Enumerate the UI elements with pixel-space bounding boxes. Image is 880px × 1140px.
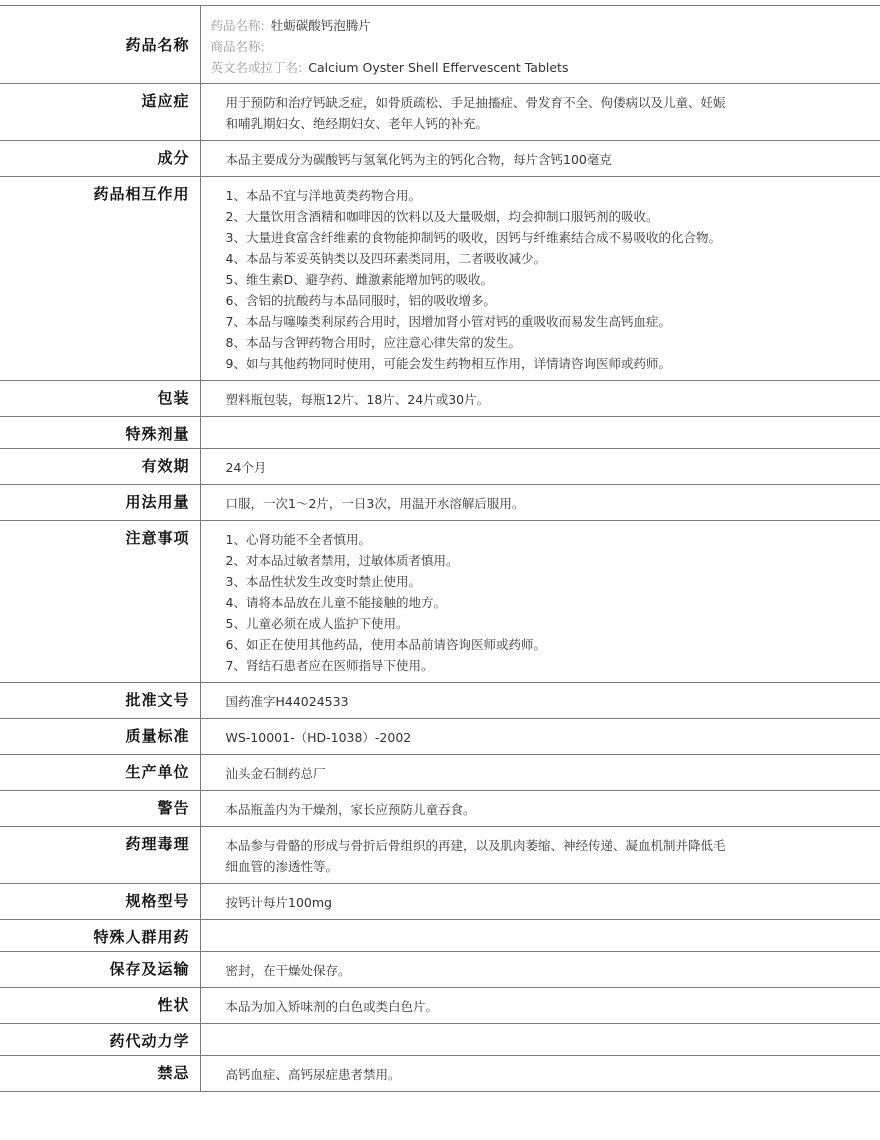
row-value: [200, 141, 880, 177]
value-line: 3、大量进食富含纤维素的食物能抑制钙的吸收，因钙与纤维素结合成不易吸收的化合物。: [225, 230, 721, 245]
row-label: 特殊剂量: [0, 417, 200, 449]
value-line: 6、如正在使用其他药品，使用本品前请咨询医师或药师。: [225, 637, 546, 652]
row-label: 包装: [0, 381, 200, 417]
row-label: 禁忌: [0, 1056, 200, 1092]
row-label: 药品名称: [0, 6, 200, 84]
row-value: [200, 827, 880, 884]
row-value: [200, 1056, 880, 1092]
value-line: 2、对本品过敏者禁用，过敏体质者慎用。: [225, 553, 459, 568]
row-label: 保存及运输: [0, 952, 200, 988]
row-packaging: [0, 381, 880, 417]
row-label: 特殊人群用药: [0, 920, 200, 952]
row-label: 批准文号: [0, 683, 200, 719]
value-line: 用于预防和治疗钙缺乏症，如骨质疏松、手足抽搐症、骨发育不全、佝偻病以及儿童、妊娠: [225, 95, 726, 110]
value-line: 3、本品性状发生改变时禁止使用。: [225, 574, 421, 589]
english-name-value: Calcium Oyster Shell Effervescent Tablets: [308, 60, 569, 75]
value-line: 本品为加入矫味剂的白色或类白色片。: [225, 999, 439, 1014]
value-line: 本品参与骨骼的形成与骨折后骨组织的再建，以及肌肉萎缩、神经传递、凝血机制并降低毛: [225, 838, 726, 853]
row-pharmacology: [0, 827, 880, 884]
row-label: 注意事项: [0, 521, 200, 683]
value-line: 高钙血症、高钙尿症患者禁用。: [225, 1067, 401, 1082]
row-usage: [0, 485, 880, 521]
row-label: 生产单位: [0, 755, 200, 791]
english-name-key: 英文名或拉丁名:: [210, 60, 303, 75]
row-value: [200, 521, 880, 683]
row-storage: [0, 952, 880, 988]
value-line: 5、儿童必须在成人监护下使用。: [225, 616, 409, 631]
row-manufacturer: [0, 755, 880, 791]
row-standard: [0, 719, 880, 755]
row-label: 质量标准: [0, 719, 200, 755]
value-line: 1、心肾功能不全者慎用。: [225, 532, 371, 547]
row-special-dosage: [0, 417, 880, 449]
table-body: [0, 84, 880, 1092]
row-value: [200, 6, 880, 84]
row-value: [200, 177, 880, 381]
row-value: [200, 449, 880, 485]
value-line: 24个月: [225, 460, 267, 475]
value-line: 6、含铝的抗酸药与本品同服时，铝的吸收增多。: [225, 293, 496, 308]
value-line: 口服，一次1～2片，一日3次，用温开水溶解后服用。: [225, 496, 525, 511]
row-label: 有效期: [0, 449, 200, 485]
value-line: 4、请将本品放在儿童不能接触的地方。: [225, 595, 446, 610]
row-value: [200, 755, 880, 791]
row-value: [200, 84, 880, 141]
row-label: 用法用量: [0, 485, 200, 521]
row-appearance: [0, 988, 880, 1024]
row-value: [200, 485, 880, 521]
value-line: 汕头金石制药总厂: [225, 766, 326, 781]
value-line: 8、本品与含钾药物合用时，应注意心律失常的发生。: [225, 335, 521, 350]
row-contraindications: [0, 1056, 880, 1092]
value-line: 2、大量饮用含酒精和咖啡因的饮料以及大量吸烟，均会抑制口服钙剂的吸收。: [225, 209, 659, 224]
row-label: 成分: [0, 141, 200, 177]
row-value: [200, 719, 880, 755]
row-shelf-life: [0, 449, 880, 485]
row-value: [200, 791, 880, 827]
row-indications: [0, 84, 880, 141]
value-line: 本品主要成分为碳酸钙与氢氧化钙为主的钙化合物，每片含钙100毫克: [225, 152, 612, 167]
row-value: [200, 683, 880, 719]
row-label: 警告: [0, 791, 200, 827]
row-spec: [0, 884, 880, 920]
row-label: 药代动力学: [0, 1024, 200, 1056]
row-label: 药理毒理: [0, 827, 200, 884]
value-line: 国药准字H44024533: [225, 694, 349, 709]
value-line: WS-10001-（HD-1038）-2002: [225, 730, 412, 745]
value-line: 5、维生素D、避孕药、雌激素能增加钙的吸收。: [225, 272, 494, 287]
value-line: 本品瓶盖内为干燥剂，家长应预防儿童吞食。: [225, 802, 476, 817]
value-line: 1、本品不宜与洋地黄类药物合用。: [225, 188, 421, 203]
value-line: 和哺乳期妇女、绝经期妇女、老年人钙的补充。: [225, 116, 489, 131]
drug-name-key: 药品名称:: [210, 18, 265, 33]
row-precautions: [0, 521, 880, 683]
row-special-population: [0, 920, 880, 952]
row-label: 适应症: [0, 84, 200, 141]
row-approval: [0, 683, 880, 719]
row-value: [200, 884, 880, 920]
row-ingredients: [0, 141, 880, 177]
value-line: 密封，在干燥处保存。: [225, 963, 351, 978]
row-pharmacokinetics: [0, 1024, 880, 1056]
row-label: 规格型号: [0, 884, 200, 920]
value-line: 细血管的渗透性等。: [225, 859, 339, 874]
row-value: [200, 417, 880, 449]
drug-info-table: [0, 5, 880, 1092]
value-line: 9、如与其他药物同时使用，可能会发生药物相互作用，详情请咨询医师或药师。: [225, 356, 671, 371]
value-line: 塑料瓶包装，每瓶12片、18片、24片或30片。: [225, 392, 490, 407]
value-line: 4、本品与苯妥英钠类以及四环素类同用，二者吸收减少。: [225, 251, 546, 266]
drug-name-value: 牡蛎碳酸钙泡腾片: [270, 18, 371, 33]
value-line: 7、本品与噻嗪类利尿药合用时，因增加肾小管对钙的重吸收而易发生高钙血症。: [225, 314, 671, 329]
row-value: [200, 988, 880, 1024]
row-value: [200, 920, 880, 952]
row-value: [200, 381, 880, 417]
row-drug-name: [0, 6, 880, 84]
value-line: 7、肾结石患者应在医师指导下使用。: [225, 658, 434, 673]
row-warning: [0, 791, 880, 827]
row-label: 药品相互作用: [0, 177, 200, 381]
row-label: 性状: [0, 988, 200, 1024]
row-value: [200, 1024, 880, 1056]
value-line: 按钙计每片100mg: [225, 895, 332, 910]
row-value: [200, 952, 880, 988]
row-interactions: [0, 177, 880, 381]
trade-name-key: 商品名称:: [210, 39, 265, 54]
